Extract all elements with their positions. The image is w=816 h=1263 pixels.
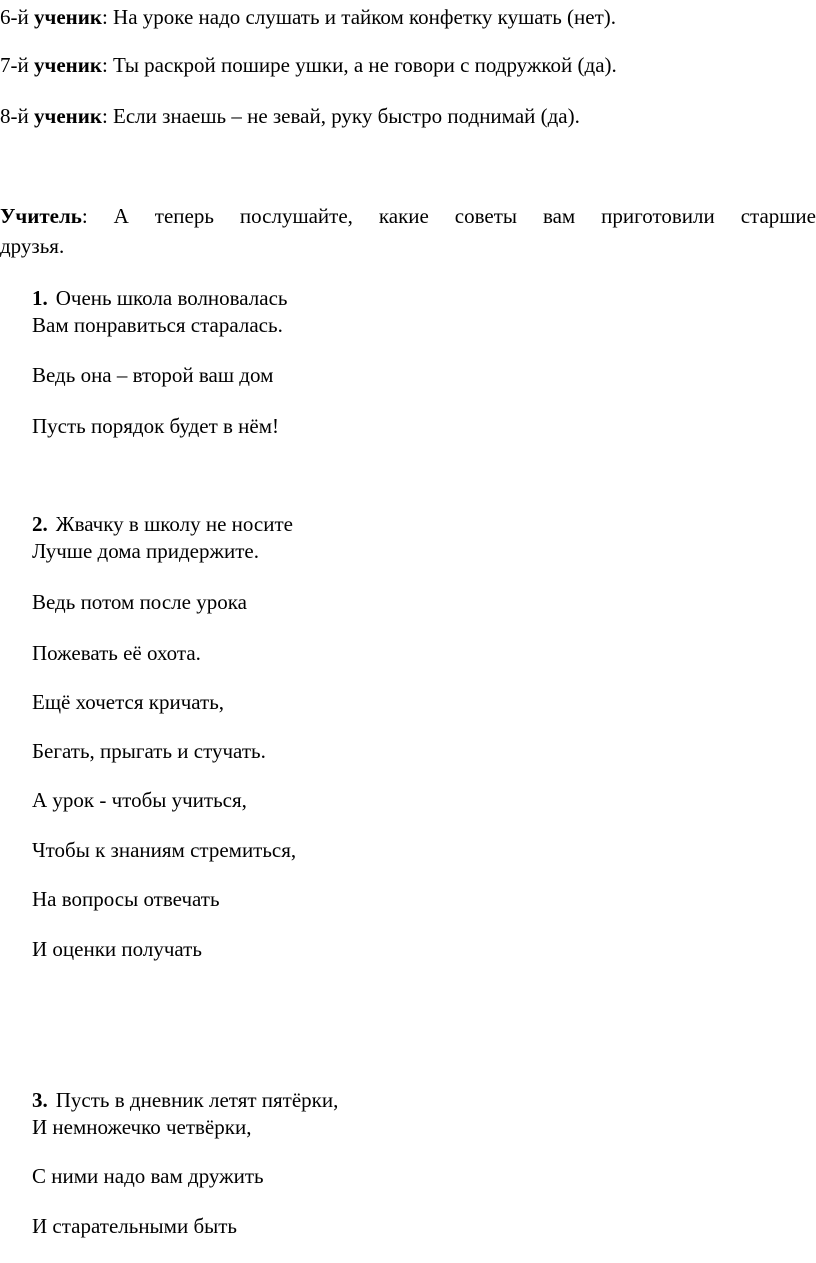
poem-2-line-7: А урок - чтобы учиться, [32, 788, 247, 812]
poem-2-line-3: Ведь потом после урока [32, 590, 247, 614]
poem-2-line-10: И оценки получать [32, 937, 202, 961]
poem-2-number: 2. [32, 512, 48, 536]
student-7-line [0, 52, 617, 78]
student-6-text: : На уроке надо слушать и тайком конфетку кушать (нет). [101, 5, 616, 29]
poem-2-line-5: Ещё хочется кричать, [32, 690, 225, 714]
poem-1-line-3: Ведь она – второй ваш дом [32, 363, 274, 387]
poem-2-line-8: Чтобы к знаниям стремиться, [32, 838, 297, 862]
poem-1-number: 1. [32, 286, 48, 310]
poem-3-number: 3. [32, 1088, 48, 1112]
poem-2-line-2: Лучше дома придержите. [32, 539, 260, 563]
student-6-prefix: 6-й [0, 5, 34, 29]
poem-2-line-4: Пожевать её охота. [32, 641, 201, 665]
student-6-line [0, 4, 616, 30]
poem-2-line-6: Бегать, прыгать и стучать. [32, 739, 266, 763]
poem-2-text-1: Жвачку в школу не носите [55, 512, 293, 536]
poem-3-line-2: И немножечко четвёрки, [32, 1115, 252, 1139]
poem-1-line-2: Вам понравиться старалась. [32, 313, 283, 337]
student-8-prefix: 8-й [0, 104, 34, 128]
student-6-role: ученик [33, 5, 102, 29]
poem-3-line-3: С ними надо вам дружить [32, 1164, 264, 1188]
student-8-text: : Если знаешь – не зевай, руку быстро поднимай (да). [101, 104, 580, 128]
poem-1-line-4: Пусть порядок будет в нём! [32, 414, 280, 438]
teacher-line-2: друзья. [0, 234, 65, 258]
student-7-text: : Ты раскрой пошире ушки, а не говори с подружкой (да). [101, 53, 617, 77]
poem-1-line-1 [32, 285, 288, 311]
teacher-role: Учитель [0, 204, 82, 228]
teacher-text: : А теперь послушайте, какие советы вам приготовили старшие [81, 204, 816, 228]
poem-3-text-1: Пусть в дневник летят пятёрки, [55, 1088, 339, 1112]
poem-3-line-4: И старательными быть [32, 1214, 237, 1238]
poem-2-line-1 [32, 511, 293, 537]
student-8-role: ученик [33, 104, 102, 128]
student-7-prefix: 7-й [0, 53, 34, 77]
poem-1-text-1: Очень школа волновалась [55, 286, 288, 310]
student-8-line [0, 103, 580, 129]
poem-3-line-1 [32, 1087, 338, 1113]
teacher-line-1 [0, 203, 816, 229]
student-7-role: ученик [33, 53, 102, 77]
poem-2-line-9: На вопросы отвечать [32, 887, 220, 911]
